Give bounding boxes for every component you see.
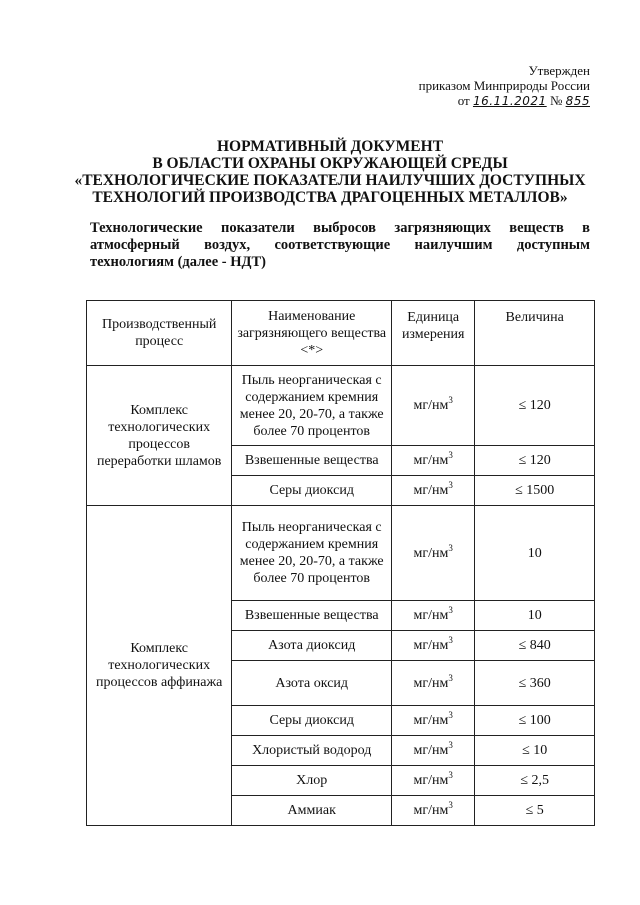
header-process: Производственный процесс xyxy=(87,301,232,366)
unit-cell xyxy=(392,766,475,796)
substance-cell: Взвешенные вещества xyxy=(232,601,392,631)
value-cell: 10 xyxy=(475,601,595,631)
table-row xyxy=(87,506,595,601)
approval-number: 855 xyxy=(565,94,590,108)
unit-exponent: 3 xyxy=(448,672,453,683)
unit-base: мг/нм xyxy=(413,483,449,498)
unit-exponent: 3 xyxy=(448,480,453,490)
unit-exponent: 3 xyxy=(448,770,453,780)
substance-cell: Серы диоксид xyxy=(232,706,392,736)
unit-base: мг/нм xyxy=(413,743,449,758)
header-unit: Единица измерения xyxy=(392,301,475,366)
value-cell: 10 xyxy=(475,506,595,601)
approval-block xyxy=(419,63,590,109)
title-line: НОРМАТИВНЫЙ ДОКУМЕНТ xyxy=(216,138,444,155)
table-caption: Технологические показатели выбросов загрязняющих веществ в атмосферный воздух, соответствующие наилучшим доступным технологиям (далее - НДТ) xyxy=(90,220,590,270)
unit-cell xyxy=(392,736,475,766)
substance-cell: Хлористый водород xyxy=(232,736,392,766)
table-body xyxy=(87,366,595,826)
value-cell: ≤ 10 xyxy=(475,736,595,766)
approval-line-2: приказом Минприроды России xyxy=(418,78,590,93)
substance-cell: Хлор xyxy=(232,766,392,796)
substance-cell: Азота оксид xyxy=(232,661,392,706)
title-line: ТЕХНОЛОГИЙ ПРОИЗВОДСТВА ДРАГОЦЕННЫХ МЕТАЛЛОВ» xyxy=(92,189,568,206)
value-cell: ≤ 5 xyxy=(475,796,595,826)
unit-cell xyxy=(392,706,475,736)
value-cell: ≤ 120 xyxy=(475,366,595,446)
substance-cell: Аммиак xyxy=(232,796,392,826)
document-title xyxy=(40,138,620,206)
unit-exponent: 3 xyxy=(448,395,453,405)
unit-base: мг/нм xyxy=(413,398,449,413)
unit-exponent: 3 xyxy=(448,605,453,615)
unit-exponent: 3 xyxy=(448,635,453,645)
unit-base: мг/нм xyxy=(413,675,449,691)
value-cell: ≤ 2,5 xyxy=(475,766,595,796)
unit-base: мг/нм xyxy=(413,713,449,728)
unit-cell xyxy=(392,476,475,506)
substance-cell: Пыль неорганическая с содержанием кремния менее 20, 20-70, а также более 70 процентов xyxy=(232,506,392,601)
unit-cell xyxy=(392,446,475,476)
unit-cell xyxy=(392,601,475,631)
unit-base: мг/нм xyxy=(413,803,449,818)
unit-base: мг/нм xyxy=(413,608,449,623)
unit-base: мг/нм xyxy=(413,638,449,653)
title-line: «ТЕХНОЛОГИЧЕСКИЕ ПОКАЗАТЕЛИ НАИЛУЧШИХ ДОСТУПНЫХ xyxy=(74,172,586,189)
unit-cell xyxy=(392,661,475,706)
unit-cell xyxy=(392,506,475,601)
date-prefix: от xyxy=(457,93,470,108)
unit-cell xyxy=(392,366,475,446)
title-line: В ОБЛАСТИ ОХРАНЫ ОКРУЖАЮЩЕЙ СРЕДЫ xyxy=(152,155,508,172)
unit-exponent: 3 xyxy=(448,710,453,720)
process-cell: Комплекс технологических процессов аффинажа xyxy=(87,506,232,826)
unit-base: мг/нм xyxy=(413,545,449,561)
unit-cell xyxy=(392,796,475,826)
unit-exponent: 3 xyxy=(448,800,453,810)
approval-date-line xyxy=(419,93,590,109)
substance-cell: Азота диоксид xyxy=(232,631,392,661)
substance-cell: Серы диоксид xyxy=(232,476,392,506)
approval-line-1: Утвержден xyxy=(528,63,590,78)
number-prefix: № xyxy=(549,93,563,108)
value-cell: ≤ 360 xyxy=(475,661,595,706)
emissions-table xyxy=(86,300,595,826)
value-cell: ≤ 1500 xyxy=(475,476,595,506)
approval-date: 16.11.2021 xyxy=(472,94,547,108)
substance-cell: Взвешенные вещества xyxy=(232,446,392,476)
table-row xyxy=(87,366,595,446)
unit-cell xyxy=(392,631,475,661)
header-value: Величина xyxy=(475,301,595,366)
value-cell: ≤ 100 xyxy=(475,706,595,736)
header-substance: Наименование загрязняющего вещества <*> xyxy=(232,301,392,366)
unit-exponent: 3 xyxy=(448,740,453,750)
unit-exponent: 3 xyxy=(448,450,453,460)
substance-cell: Пыль неорганическая с содержанием кремния менее 20, 20-70, а также более 70 процентов xyxy=(232,366,392,446)
unit-base: мг/нм xyxy=(413,773,449,788)
value-cell: ≤ 840 xyxy=(475,631,595,661)
unit-base: мг/нм xyxy=(413,453,449,468)
process-cell: Комплекс технологических процессов переработки шламов xyxy=(87,366,232,506)
value-cell: ≤ 120 xyxy=(475,446,595,476)
unit-exponent: 3 xyxy=(448,542,453,553)
